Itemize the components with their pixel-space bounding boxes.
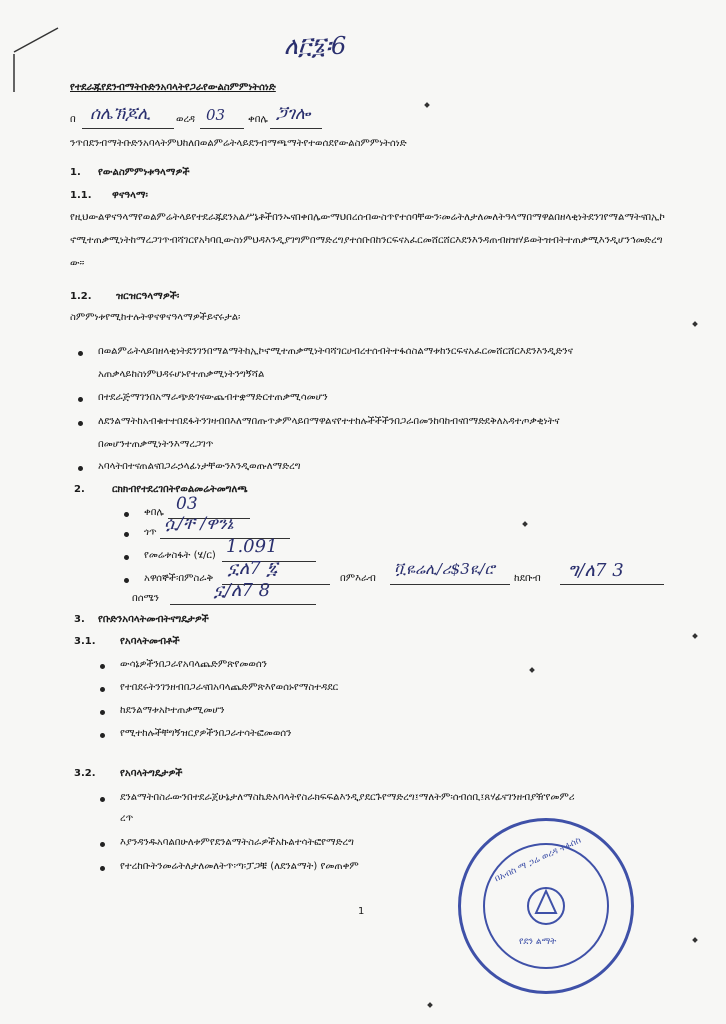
section1-title: የውልስምምነቱዓላማዎች [98, 167, 190, 178]
list-item: የተረከቡትንመሬትለታለመለትጥ፡ጣ፡ፓጋቹ (ለደንልማት) የመጠቀም [120, 861, 359, 872]
handwritten-east-value: ኗ/ለ7 8 [214, 580, 271, 601]
intro-text: ንጥበደንብማትቡድንአባላትምህከለበወልምሬትላይደንብማጫማትየተወሰደየውልስምምነትሰነድ [70, 138, 407, 149]
field-underline [560, 584, 664, 585]
list-item: አጠቃላይከስነምህዳሩሆኑየተጠቃሚነትንግኝሻል [98, 369, 265, 380]
field-north-label: ከደቡብ [514, 573, 541, 584]
bullet-dot [100, 797, 105, 802]
list-item: በወልምሬትላይበዘላቂነትደንገንበማልማትከኢኮኖሚተጠቃሚነትባሻገርሀብረተሰብትተፋሰስልማቱከንርፍናአፈርመሸርሸርእደንእንዲድንና [98, 346, 573, 357]
list-item: ረጥ [120, 813, 134, 824]
field-west-label: በምእራብ [340, 573, 376, 584]
corner-mark [4, 14, 64, 94]
bullet-dot [124, 578, 129, 583]
field-got-label: ጎጥ [144, 527, 157, 538]
official-stamp [458, 818, 634, 994]
field-south-label: አዋሰኞች፡በምስራቅ [144, 573, 214, 584]
bullet-dot [100, 866, 105, 871]
section2-title: ርክክብየተደረገበትየወልመሬትመግለጫ [112, 484, 248, 495]
scan-speck [692, 937, 698, 943]
handwritten-name: ሰሌኽጆሊ [90, 104, 151, 124]
section3-2-title: የአባላትግዴታዎች [120, 768, 183, 779]
section1-1-number: 1.1. [70, 190, 92, 201]
field-area-label: የመሬቱስፋት (ሄ/ር) [144, 550, 216, 561]
list-item: ከደንልማቱአኮተጠቃሚመሆን [120, 705, 225, 716]
section3-2-number: 3.2. [74, 768, 96, 779]
handwritten-kebele: ጛገሎ [276, 104, 311, 124]
bullet-dot [100, 710, 105, 715]
document-title: የተደራጁየደንብማትቡድንአባላትየጋራየውልስምምነትሰነድ [70, 82, 276, 93]
stamp-emblem [461, 821, 631, 991]
stamp-inner-text: የደን ልማት [519, 937, 557, 947]
scan-speck [692, 321, 698, 327]
section2-number: 2. [74, 484, 85, 495]
list-item: የሚተከሉችቸግኝዝርያዎችንበጋራተሳትፎመወሰን [120, 728, 292, 739]
list-item: አባላትበተናጠልናበጋራኃላፊነታቸውንእንዲወጡለማድረግ [98, 461, 301, 472]
list-item: እያንዳንዱአባልበሁለቱምየደንልማትስራዎችአኩልተሳትፎየማድረግ [120, 837, 354, 848]
handwritten-west-value: ቯዬሬሊ/ሪ$3ዪ/ሮ [394, 560, 495, 578]
section3-1-title: የአባላትመብቶች [120, 636, 180, 647]
bullet-dot [78, 466, 83, 471]
handwritten-woreda: 03 [206, 106, 226, 124]
bullet-dot [124, 532, 129, 537]
kebele-label: ቀበሌ [248, 114, 268, 125]
section1-number: 1. [70, 167, 81, 178]
stamp-outer-text: በአብስ ማ ጋሬ ወረዳ ተፋሰስ [493, 835, 583, 885]
list-item: የተበደሩትንገንዘብበጋራናበአባላጨድምጽእየወሰኑየማስተዳደር [120, 682, 339, 693]
woreda-label: ወረዳ [176, 114, 195, 125]
name-underline [82, 128, 174, 129]
handwritten-north-value: ግ/ለ7 3 [568, 560, 624, 581]
bullet-dot [100, 664, 105, 669]
scan-speck [427, 1002, 433, 1008]
bullet-dot [124, 555, 129, 560]
page-number: 1 [358, 906, 365, 917]
field-underline [390, 584, 510, 585]
section1-2-title: ዝርዝርዓላማዎች፡ [116, 291, 180, 302]
bullet-dot [78, 351, 83, 356]
section3-number: 3. [74, 614, 85, 625]
list-item: በመሆንተጠቃሚነትንእማረጋገጥ [98, 439, 214, 450]
list-item: ውሳኔዎችንበጋራየአባላጨድምጽየመወሰን [120, 659, 267, 670]
section1-1-paragraph: የዚህውልዋናዓላማየወልምሬትላይየተደራጁደንአልሥኔቶችበንኡናበቀበሌውማህበረሰብውስጥየተሰባቸውን፡መሬትለታለመለትዓላማበማዋልበዘላቂነትደንገየማልማትናበኢኮኖሚተጠቃሚነትከማረጋገጥብሻገርየአካባቢውስነምህዳእንዲያገግምበማድረግያተሰቡበከንርፍናአፈርመሸርሸርእደንእንዳጠብዘዝሃይወትዝብትተጠቃሚእንዲሆንኅመድረግው። [70, 212, 665, 269]
bullet-dot [78, 397, 83, 402]
scan-speck [692, 633, 698, 639]
bullet-dot [100, 687, 105, 692]
section1-2-number: 1.2. [70, 291, 92, 302]
bullet-dot [100, 733, 105, 738]
handwritten-south-value: ኗለ7 ፯ [228, 558, 278, 579]
section3-1-number: 3.1. [74, 636, 96, 647]
scan-speck [522, 521, 528, 527]
handwritten-area-value: 1.091 [226, 536, 278, 557]
kebele-underline [270, 128, 322, 129]
section3-title: የቡድንአባላትመብትናግዴታዎች [98, 614, 209, 625]
scan-speck [529, 667, 535, 673]
bullet-dot [124, 512, 129, 517]
name-prefix: በ [70, 114, 76, 125]
section1-2-intro: ስምምነቱየሚከተሉትዋናዋናዓላማዎችይኖሩታል፡ [70, 312, 241, 323]
woreda-underline [200, 128, 244, 129]
section1-1-title: ዋናዓላማ፡ [112, 190, 148, 201]
list-item: በተደራጅማገንበአማራጭድገናውጨብተቋማድርተጠቃሚሳመሆን [98, 392, 328, 403]
field-underline [170, 604, 316, 605]
bullet-dot [100, 842, 105, 847]
scan-speck [424, 102, 430, 108]
list-item: ደንልማትበስራውንበተደራጀሁኔታለማስኬድአባላትየስራክፍፍልእንዲያደርጉየማድረግ፤ማለትም፡ሰብሰቢ፤ጸሃፊናገንዘብያዥየመምሪ [120, 792, 575, 803]
list-item: ለደንልማትከአብቁተተበደፋትንገዛብበእለማበጡጥቃምላይበማዋልናየተተከሉችችችንበጋራበመንከባከብናበማድደቅለአዳተጦቃቂነትና [98, 416, 560, 427]
bullet-dot [78, 421, 83, 426]
field-east-label: በሰሜን [132, 593, 159, 604]
handwritten-kebele-value: 03 [176, 494, 198, 514]
reference-number: ለ፫፮፡6 [284, 32, 347, 60]
field-kebele-label: ቀበሌ [144, 507, 164, 518]
handwritten-got-value: ሷ/ቸ /ዋንኔ [164, 514, 234, 534]
